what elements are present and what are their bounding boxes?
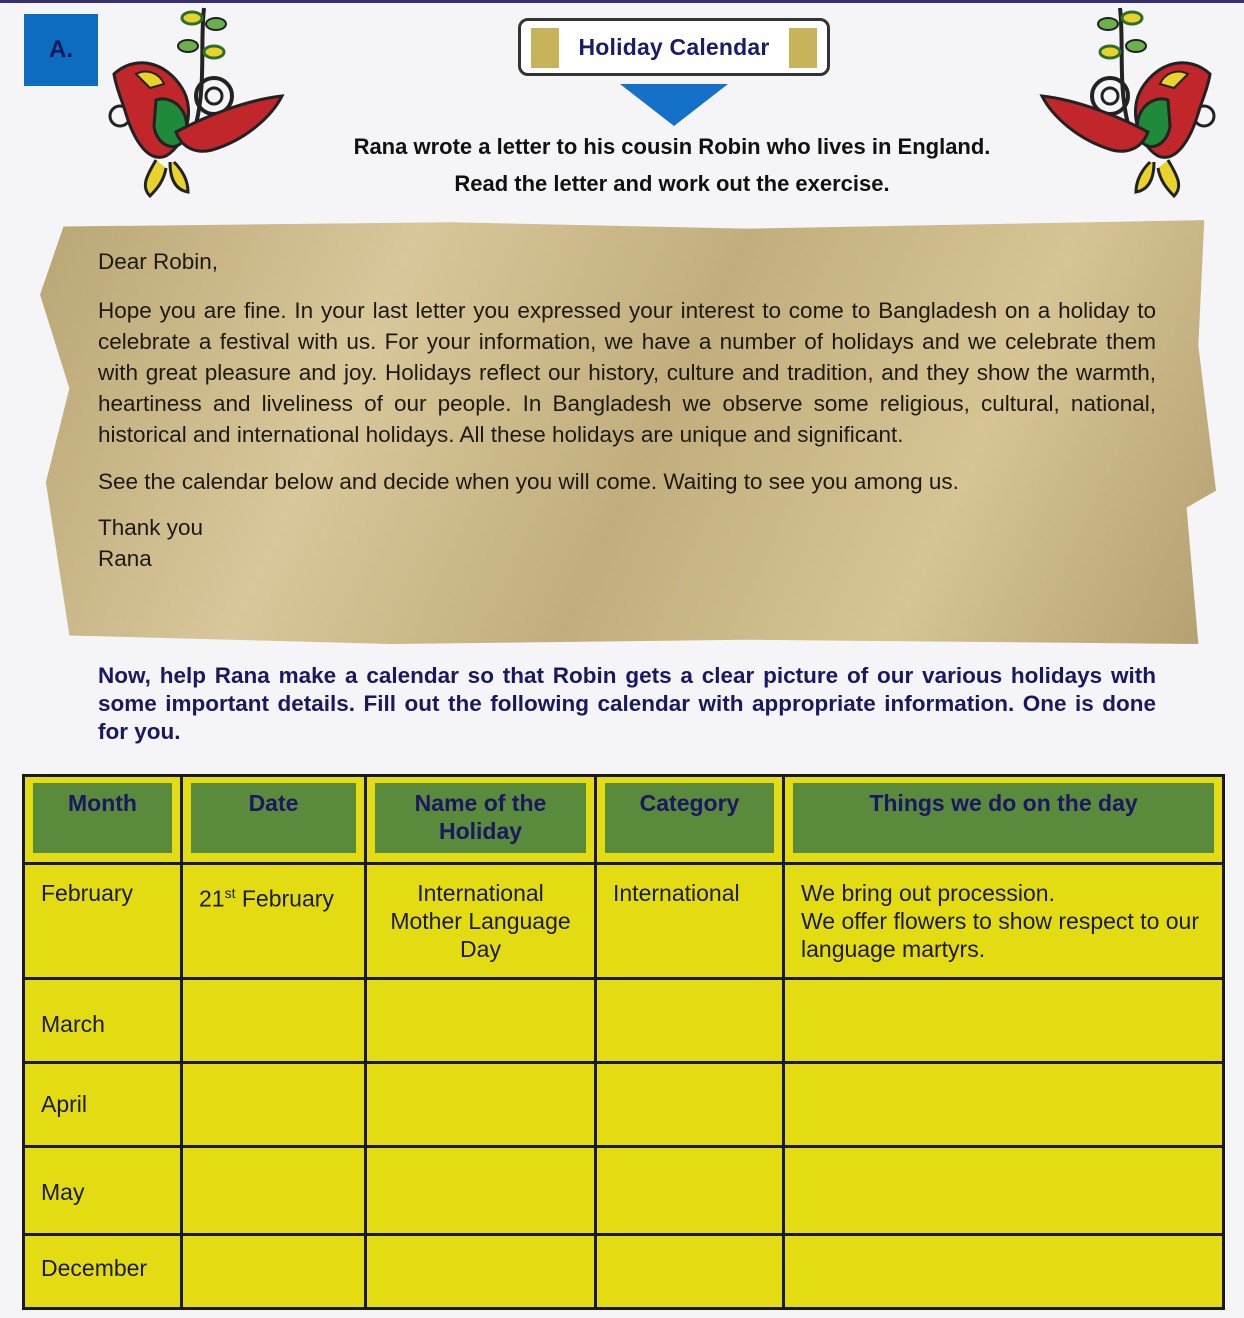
table-row [24, 1063, 1224, 1147]
header-holiday-label: Name of the Holiday [375, 783, 586, 853]
header-things-label: Things we do on the day [793, 783, 1214, 853]
cell-category-empty[interactable] [596, 1147, 784, 1235]
cell-holiday-empty[interactable] [366, 1063, 596, 1147]
title-bar-left [531, 28, 559, 68]
table-header-row [24, 776, 1224, 864]
table-row [24, 1235, 1224, 1309]
title-bar-right [789, 28, 817, 68]
cell-things [784, 864, 1224, 979]
cell-things-empty[interactable] [784, 1235, 1224, 1309]
down-arrow-icon [620, 84, 728, 126]
date-number: 21 [199, 885, 225, 912]
cell-category-empty[interactable] [596, 979, 784, 1063]
letter-signoff: Thank you [98, 515, 204, 540]
section-label: A. [24, 14, 98, 86]
header-month [24, 776, 182, 864]
cell-category-empty[interactable] [596, 1235, 784, 1309]
header-month-label: Month [33, 783, 172, 853]
header-things [784, 776, 1224, 864]
intro-text [180, 128, 1164, 202]
cell-category: International [596, 864, 784, 979]
table-row [24, 1147, 1224, 1235]
cell-holiday-empty[interactable] [366, 979, 596, 1063]
cell-date-empty[interactable] [182, 1235, 366, 1309]
things-line-1: We bring out procession. [801, 880, 1055, 906]
header-holiday [366, 776, 596, 864]
date-suffix: st [224, 885, 236, 901]
intro-line-2: Read the letter and work out the exercise. [454, 171, 890, 196]
table-row [24, 864, 1224, 979]
letter-body: Hope you are fine. In your last letter you expressed your interest to come to Bangladesh on a holiday to celebrate a festival with us. For your information, we have a number of holidays and we celebrate them with great pleasure and joy. Holidays reflect our history, culture and tradition, and they show the warmth, heartiness and liveliness of our people. In Bangladesh we observe some religious, cultural, national, historical and international holidays. All these holidays are unique and significant. [98, 298, 1156, 447]
cell-things-empty[interactable] [784, 979, 1224, 1063]
header-date-label: Date [191, 783, 356, 853]
header-category [596, 776, 784, 864]
holiday-calendar-table [22, 774, 1225, 1310]
cell-date-empty[interactable] [182, 1147, 366, 1235]
cell-holiday-empty[interactable] [366, 1235, 596, 1309]
header-category-label: Category [605, 783, 774, 853]
header-date [182, 776, 366, 864]
intro-line-1: Rana wrote a letter to his cousin Robin who lives in England. [353, 134, 991, 159]
top-rule [0, 0, 1244, 3]
cell-holiday-empty[interactable] [366, 1147, 596, 1235]
cell-month: December [24, 1235, 182, 1309]
cell-month: March [24, 979, 182, 1063]
letter-signature: Rana [98, 546, 152, 571]
cell-holiday: International Mother Language Day [366, 864, 596, 979]
cell-date-empty[interactable] [182, 979, 366, 1063]
table-row [24, 979, 1224, 1063]
things-line-2: We offer flowers to show respect to our language martyrs. [801, 908, 1199, 962]
letter-text [98, 246, 1156, 574]
cell-month: February [24, 864, 182, 979]
cell-date-empty[interactable] [182, 1063, 366, 1147]
cell-date [182, 864, 366, 979]
page-title: Holiday Calendar [578, 33, 770, 60]
letter-closing-line: See the calendar below and decide when you will come. Waiting to see you among us. [98, 469, 959, 494]
cell-month: April [24, 1063, 182, 1147]
letter-greeting: Dear Robin, [98, 249, 219, 274]
instruction-text: Now, help Rana make a calendar so that Robin gets a clear picture of our various holidays with some important details. Fill out the following calendar with appropriate information. One is done for you. [98, 663, 1156, 744]
title-banner [518, 18, 830, 76]
cell-month: May [24, 1147, 182, 1235]
date-month: February [235, 885, 334, 912]
cell-things-empty[interactable] [784, 1147, 1224, 1235]
cell-category-empty[interactable] [596, 1063, 784, 1147]
cell-things-empty[interactable] [784, 1063, 1224, 1147]
